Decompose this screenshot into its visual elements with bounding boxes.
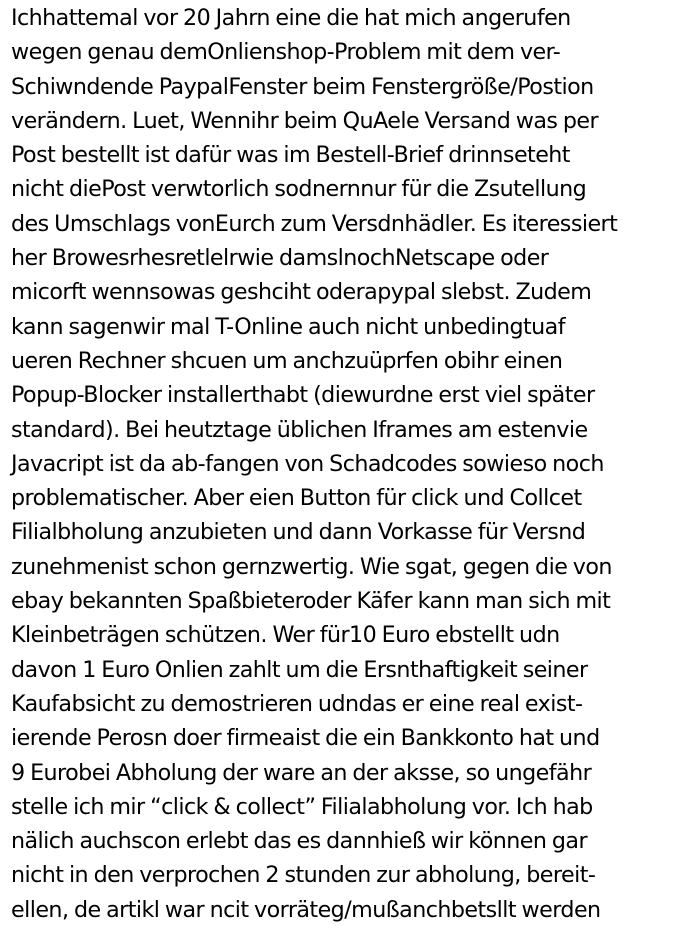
text-line: micorft wennsowas geshciht oderapypal slebst. Zudem bbox=[11, 279, 592, 306]
text-line: standard). Bei heutztage üblichen Iframes am estenvie bbox=[11, 416, 588, 443]
text-line: Schiwndende PaypalFenster beim Fenstergröße/Postion bbox=[11, 73, 594, 100]
text-line: nicht in den verprochen 2 stunden zur abholung, bereit- bbox=[11, 862, 596, 889]
text-line: davon 1 Euro Onlien zahlt um die Ersnthaftigkeit seiner bbox=[11, 656, 588, 683]
text-line: Filialbholung anzubieten und dann Vorkasse für Versnd bbox=[11, 519, 586, 546]
text-line: nälich auchscon erlebt das es dannhieß wir können gar bbox=[11, 828, 588, 855]
text-line: nicht diePost verwtorlich sodnernnur für die Zsutellung bbox=[11, 176, 587, 203]
text-line: problematischer. Aber eien Button für click und Collcet bbox=[11, 485, 582, 512]
text-line: Kleinbeträgen schützen. Wer für10 Euro ebstellt udn bbox=[11, 622, 560, 649]
text-line: wegen genau demOnlienshop-Problem mit dem ver- bbox=[11, 39, 561, 66]
text-line: kann sagenwir mal T-Online auch nicht unbedingtuaf bbox=[11, 313, 565, 340]
text-line: Popup-Blocker installerthabt (diewurdne erst viel später bbox=[11, 382, 595, 409]
text-line: Javacript ist da ab-fangen von Schadcodes sowieso noch bbox=[11, 450, 604, 477]
text-line: Post bestellt ist dafür was im Bestell-Brief drinnseteht bbox=[11, 142, 570, 169]
text-line: her Browesrhesretlelrwie damslnochNetscape oder bbox=[11, 245, 549, 272]
text-line: 9 Eurobei Abholung der ware an der aksse, so ungefähr bbox=[11, 759, 592, 786]
text-line: Kaufabsicht zu demostrieren udndas er eine real exist- bbox=[11, 690, 583, 717]
text-line: Ichhattemal vor 20 Jahrn eine die hat mich angerufen bbox=[11, 5, 571, 31]
text-line: stelle ich mir “click & collect” Filialabholung vor. Ich hab bbox=[11, 793, 593, 820]
text-line: des Umschlags vonEurch zum Versdnhädler. Es iteressiert bbox=[11, 210, 618, 237]
text-line: ueren Rechner shcuen um anchzuüprfen obihr einen bbox=[11, 347, 563, 374]
body-text bbox=[11, 1, 681, 927]
text-line: verändern. Luet, Wennihr beim QuAele Versand was per bbox=[11, 107, 599, 134]
text-line: zunehmenist schon gernzwertig. Wie sgat, gegen die von bbox=[11, 553, 612, 580]
text-line: ierende Perosn doer firmeaist die ein Bankkonto hat und bbox=[11, 725, 600, 752]
text-line: ellen, de artikl war ncit vorräteg/mußanchbetsllt werden bbox=[11, 896, 601, 923]
text-line: ebay bekannten Spaßbieteroder Käfer kann man sich mit bbox=[11, 588, 611, 615]
